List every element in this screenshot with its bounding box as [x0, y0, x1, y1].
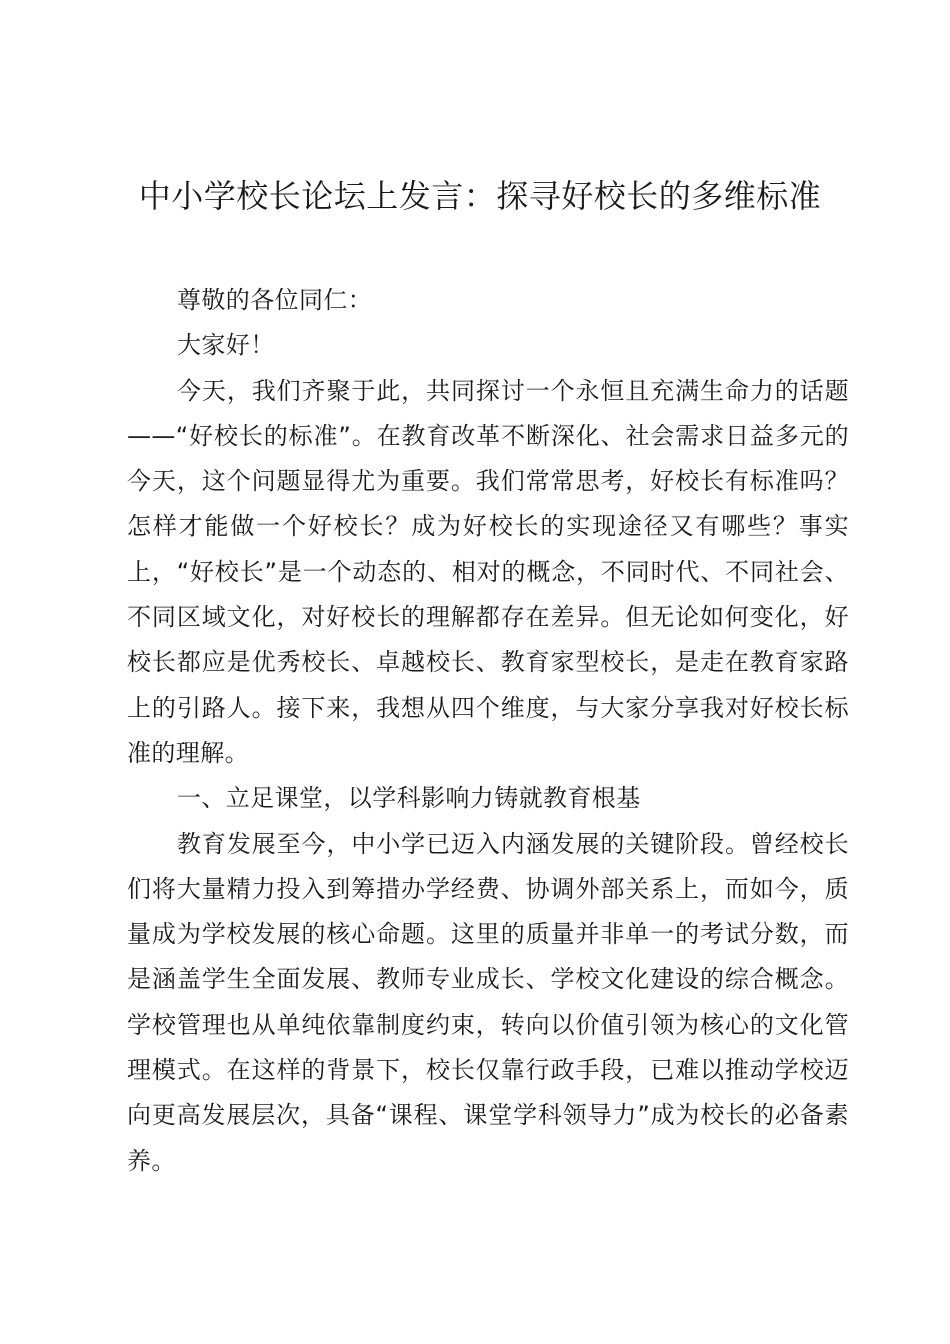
salutation: 尊敬的各位同仁：: [177, 286, 373, 314]
section-1-paragraph: 教育发展至今，中小学已迈入内涵发展的关键阶段。曾经校长们将大量精力投入到筹措办学经费、协调外部关系上，而如今，质量成为学校发展的核心命题。这里的质量并非单一的考试分数，而是涵盖学生全面发展、教师专业成长、学校文化建设的综合概念。学校管理也从单纯依靠制度约束，转向以价值引领为核心的文化管理模式。在这样的背景下，校长仅靠行政手段，已难以推动学校迈向更高发展层次，具备“课程、课堂学科领导力”成为校长的必备素养。: [127, 829, 849, 1175]
document-body: [127, 278, 849, 1184]
section-heading-1: 一、立足课堂，以学科影响力铸就教育根基: [177, 784, 641, 813]
document-title: 中小学校长论坛上发言：探寻好校长的多维标准: [138, 177, 822, 215]
intro-paragraph: 今天，我们齐聚于此，共同探讨一个永恒且充满生命力的话题——“好校长的标准”。在教育改革不断深化、社会需求日益多元的今天，这个问题显得尤为重要。我们常常思考，好校长有标准吗？怎样才能做一个好校长？成为好校长的实现途径又有哪些？事实上，“好校长”是一个动态的、相对的概念，不同时代、不同社会、不同区域文化，对好校长的理解都存在差异。但无论如何变化，好校长都应是优秀校长、卓越校长、教育家型校长，是走在教育家路上的引路人。接下来，我想从四个维度，与大家分享我对好校长标准的理解。: [127, 376, 849, 767]
greeting: 大家好！: [177, 331, 275, 360]
